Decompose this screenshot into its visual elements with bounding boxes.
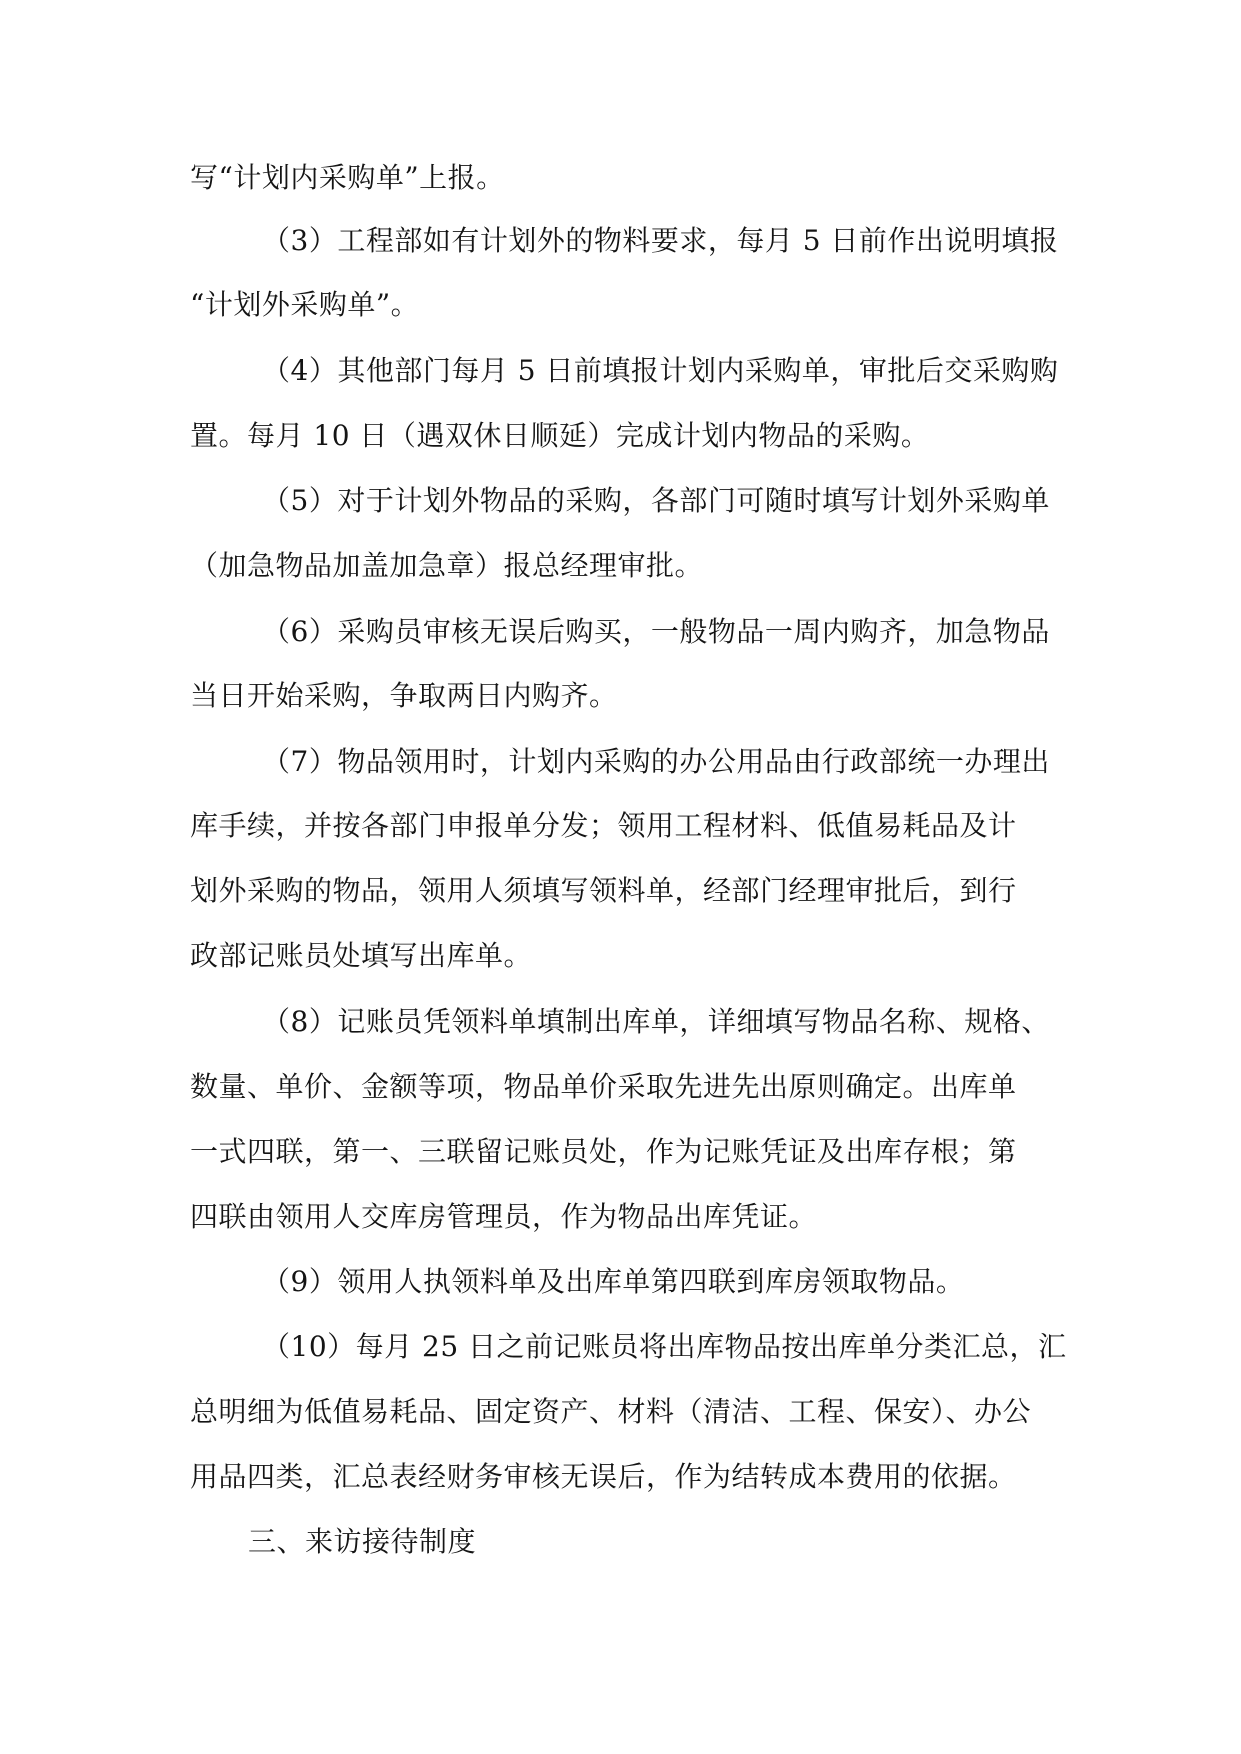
text-line: （7）物品领用时，计划内采购的办公用品由行政部统一办理出 [262,745,1050,778]
text-line: 写“计划内采购单”上报。 [190,161,505,194]
text-line: 一式四联，第一、三联留记账员处，作为记账凭证及出库存根；第 [190,1135,1017,1168]
text-line: 政部记账员处填写出库单。 [190,939,533,972]
text-line: 划外采购的物品，领用人须填写领料单，经部门经理审批后，到行 [190,874,1017,907]
text-line: （5）对于计划外物品的采购，各部门可随时填写计划外采购单 [262,484,1050,517]
text-line: 总明细为低值易耗品、固定资产、材料（清洁、工程、保安）、办公 [190,1395,1032,1428]
text-line: 数量、单价、金额等项，物品单价采取先进先出原则确定。出库单 [190,1070,1017,1103]
text-line: （4）其他部门每月 5 日前填报计划内采购单，审批后交采购购 [262,354,1059,387]
text-line: 当日开始采购，争取两日内购齐。 [190,679,618,712]
text-line: 四联由领用人交库房管理员，作为物品出库凭证。 [190,1200,818,1233]
text-line: 置。每月 10 日（遇双休日顺延）完成计划内物品的采购。 [190,419,930,452]
text-line: 库手续，并按各部门申报单分发；领用工程材料、低值易耗品及计 [190,809,1017,842]
text-line: （8）记账员凭领料单填制出库单，详细填写物品名称、规格、 [262,1005,1050,1038]
text-line: （3）工程部如有计划外的物料要求，每月 5 日前作出说明填报 [262,224,1059,257]
section-heading: 三、来访接待制度 [248,1525,477,1558]
text-line: （9）领用人执领料单及出库单第四联到库房领取物品。 [262,1265,965,1298]
text-line: “计划外采购单”。 [190,288,420,321]
text-line: （6）采购员审核无误后购买，一般物品一周内购齐，加急物品 [262,615,1050,648]
text-line: （10）每月 25 日之前记账员将出库物品按出库单分类汇总，汇 [262,1330,1067,1363]
text-line: （加急物品加盖加急章）报总经理审批。 [190,549,704,582]
text-line: 用品四类，汇总表经财务审核无误后，作为结转成本费用的依据。 [190,1460,1017,1493]
